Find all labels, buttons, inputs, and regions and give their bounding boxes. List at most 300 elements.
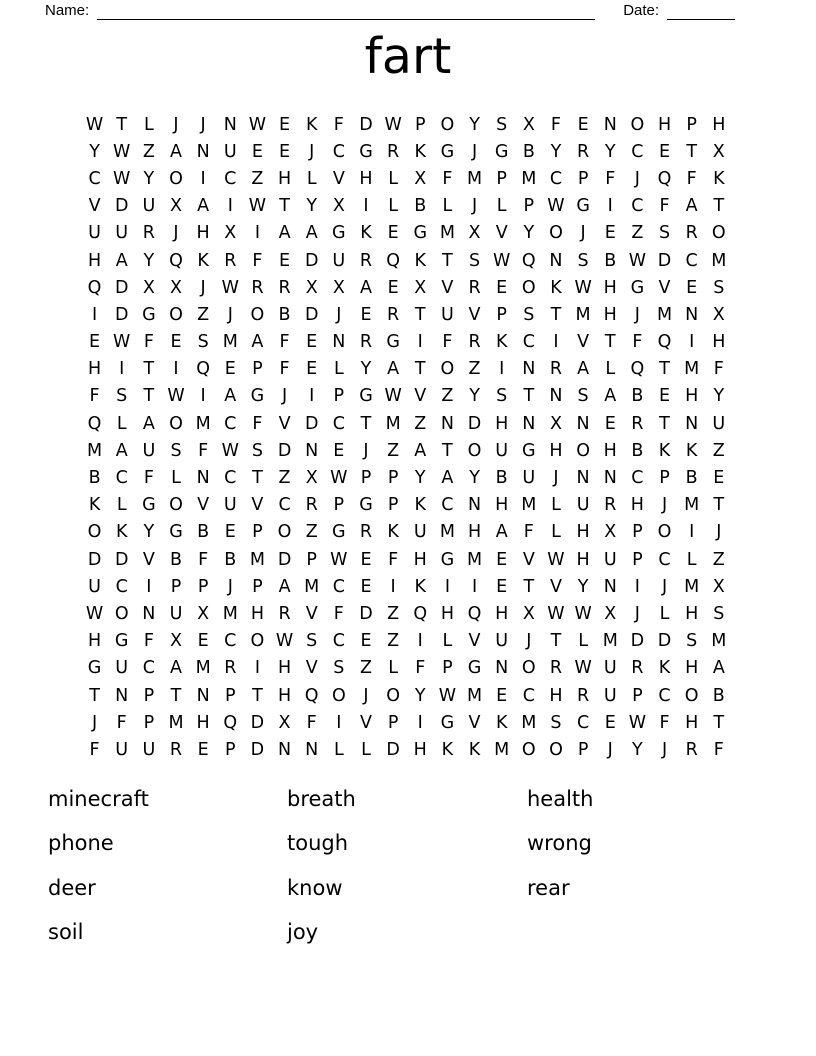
grid-cell-r2c4: A bbox=[170, 141, 182, 162]
grid-cell-r8c19: M bbox=[575, 304, 591, 325]
grid-cell-r17c7: M bbox=[249, 549, 265, 570]
grid-cell-r16c23: I bbox=[689, 522, 695, 543]
grid-cell-r13c2: A bbox=[115, 440, 128, 461]
grid-cell-r11c20: A bbox=[604, 386, 617, 407]
grid-cell-r9c7: A bbox=[251, 332, 264, 353]
grid-cell-r9c11: R bbox=[359, 332, 373, 353]
grid-cell-r23c4: M bbox=[168, 712, 184, 733]
grid-cell-r2c15: J bbox=[471, 141, 478, 162]
grid-cell-r18c19: Y bbox=[577, 576, 589, 597]
grid-cell-r17c18: W bbox=[547, 549, 565, 570]
grid-cell-r15c24: T bbox=[713, 495, 725, 516]
grid-cell-r10c4: I bbox=[173, 359, 179, 380]
grid-cell-r21c16: N bbox=[495, 658, 509, 679]
grid-cell-r22c20: U bbox=[603, 685, 617, 706]
grid-cell-r7c3: X bbox=[142, 277, 155, 298]
grid-cell-r23c5: H bbox=[196, 712, 210, 733]
grid-cell-r14c13: Y bbox=[414, 468, 426, 489]
grid-cell-r3c3: Y bbox=[143, 168, 155, 189]
grid-cell-r5c12: E bbox=[387, 223, 399, 244]
grid-cell-r5c18: O bbox=[549, 223, 563, 244]
grid-cell-r9c8: F bbox=[279, 332, 290, 353]
grid-cell-r7c10: X bbox=[332, 277, 345, 298]
puzzle-title: fart bbox=[364, 28, 452, 85]
grid-cell-r20c6: C bbox=[224, 631, 237, 652]
grid-cell-r11c17: T bbox=[523, 386, 535, 407]
grid-cell-r15c4: O bbox=[169, 495, 183, 516]
grid-cell-r12c10: C bbox=[332, 413, 345, 434]
grid-cell-r14c14: A bbox=[441, 468, 454, 489]
grid-cell-r4c18: W bbox=[547, 196, 565, 217]
grid-cell-r24c14: K bbox=[441, 739, 454, 760]
grid-cell-r20c18: T bbox=[550, 631, 562, 652]
grid-cell-r1c3: L bbox=[143, 114, 154, 135]
grid-cell-r2c7: E bbox=[251, 141, 263, 162]
grid-cell-r14c20: N bbox=[603, 468, 617, 489]
grid-cell-r13c4: S bbox=[170, 440, 182, 461]
grid-cell-r10c16: I bbox=[499, 359, 505, 380]
grid-cell-r22c5: N bbox=[196, 685, 210, 706]
grid-cell-r6c14: T bbox=[442, 250, 453, 271]
grid-cell-r20c24: M bbox=[711, 631, 727, 652]
grid-cell-r23c21: W bbox=[628, 712, 647, 733]
word-list-item: joy bbox=[287, 920, 319, 945]
grid-cell-r24c16: M bbox=[494, 739, 510, 760]
grid-cell-r8c23: N bbox=[685, 304, 699, 325]
grid-cell-r23c8: X bbox=[278, 712, 291, 733]
grid-cell-r22c17: C bbox=[522, 685, 535, 706]
grid-cell-r6c11: R bbox=[359, 250, 373, 271]
grid-cell-r14c4: L bbox=[171, 468, 181, 489]
grid-cell-r8c20: H bbox=[603, 304, 617, 325]
grid-cell-r10c11: Y bbox=[360, 359, 372, 380]
grid-cell-r24c8: N bbox=[278, 739, 292, 760]
grid-cell-r23c23: H bbox=[685, 712, 699, 733]
grid-cell-r20c3: F bbox=[143, 631, 154, 652]
grid-cell-r13c6: W bbox=[221, 440, 239, 461]
grid-cell-r7c7: R bbox=[251, 277, 264, 298]
grid-cell-r5c2: U bbox=[115, 223, 129, 244]
grid-cell-r21c20: U bbox=[603, 658, 617, 679]
grid-cell-r16c5: B bbox=[197, 522, 210, 543]
grid-cell-r3c2: W bbox=[113, 168, 131, 189]
grid-cell-r12c20: E bbox=[604, 413, 616, 434]
grid-cell-r14c15: Y bbox=[469, 468, 480, 489]
grid-cell-r16c11: R bbox=[359, 522, 373, 543]
grid-cell-r23c22: F bbox=[659, 712, 670, 733]
grid-cell-r12c12: M bbox=[385, 413, 401, 434]
grid-cell-r1c6: N bbox=[223, 114, 237, 135]
grid-cell-r10c3: T bbox=[143, 359, 155, 380]
grid-cell-r19c16: H bbox=[495, 603, 509, 624]
grid-cell-r4c19: G bbox=[576, 196, 590, 217]
grid-cell-r16c13: U bbox=[413, 522, 427, 543]
grid-cell-r18c23: M bbox=[684, 576, 700, 597]
grid-cell-r9c18: I bbox=[553, 332, 559, 353]
grid-cell-r17c12: F bbox=[388, 549, 399, 570]
grid-cell-r18c22: J bbox=[661, 576, 668, 597]
grid-cell-r17c1: D bbox=[87, 549, 102, 570]
grid-cell-r12c6: C bbox=[224, 413, 237, 434]
grid-cell-r6c23: C bbox=[685, 250, 698, 271]
grid-cell-r24c13: H bbox=[413, 739, 427, 760]
grid-cell-r10c22: T bbox=[659, 359, 670, 380]
grid-cell-r6c5: K bbox=[197, 250, 209, 271]
grid-cell-r15c8: C bbox=[278, 495, 291, 516]
grid-cell-r16c3: Y bbox=[143, 522, 155, 543]
grid-cell-r21c14: P bbox=[442, 658, 453, 679]
grid-cell-r21c21: R bbox=[631, 658, 644, 679]
grid-cell-r22c13: Y bbox=[414, 685, 426, 706]
grid-cell-r7c23: E bbox=[686, 277, 698, 298]
grid-cell-r12c4: O bbox=[169, 413, 183, 434]
grid-cell-r17c19: H bbox=[576, 549, 590, 570]
grid-cell-r9c16: K bbox=[495, 332, 508, 353]
date-input-line[interactable] bbox=[667, 4, 735, 20]
grid-cell-r2c10: C bbox=[332, 141, 345, 162]
grid-cell-r3c14: F bbox=[442, 168, 453, 189]
grid-cell-r23c9: F bbox=[306, 712, 317, 733]
grid-cell-r7c18: K bbox=[550, 277, 562, 298]
grid-cell-r21c9: V bbox=[305, 658, 318, 679]
grid-cell-r12c3: A bbox=[142, 413, 155, 434]
grid-cell-r11c4: W bbox=[167, 386, 185, 407]
grid-cell-r18c7: P bbox=[252, 576, 263, 597]
grid-cell-r20c1: H bbox=[87, 631, 102, 652]
grid-cell-r2c3: Z bbox=[142, 141, 155, 162]
grid-cell-r13c21: B bbox=[631, 440, 644, 461]
grid-cell-r19c1: W bbox=[85, 603, 104, 624]
grid-cell-r5c11: K bbox=[360, 223, 372, 244]
grid-cell-r10c21: Q bbox=[630, 359, 645, 380]
grid-cell-r20c20: M bbox=[602, 631, 618, 652]
grid-cell-r7c1: Q bbox=[87, 277, 102, 298]
grid-cell-r9c9: E bbox=[306, 332, 318, 353]
grid-cell-r7c14: V bbox=[441, 277, 454, 298]
grid-cell-r24c9: N bbox=[305, 739, 319, 760]
grid-cell-r8c16: P bbox=[496, 304, 507, 325]
grid-cell-r21c3: C bbox=[142, 658, 155, 679]
grid-cell-r15c1: K bbox=[88, 495, 101, 516]
grid-cell-r16c18: L bbox=[551, 522, 561, 543]
grid-cell-r1c18: F bbox=[550, 114, 561, 135]
grid-cell-r16c6: E bbox=[224, 522, 236, 543]
grid-cell-r11c3: T bbox=[143, 386, 155, 407]
word-list-item: know bbox=[287, 875, 343, 900]
grid-cell-r1c22: H bbox=[657, 114, 672, 135]
grid-cell-r24c11: L bbox=[361, 739, 371, 760]
grid-cell-r12c23: N bbox=[685, 413, 699, 434]
grid-cell-r24c3: U bbox=[142, 739, 156, 760]
grid-cell-r16c22: O bbox=[657, 522, 672, 543]
grid-cell-r15c16: H bbox=[495, 495, 509, 516]
grid-cell-r19c21: J bbox=[634, 603, 640, 624]
grid-cell-r7c6: W bbox=[221, 277, 239, 298]
grid-cell-r2c5: N bbox=[196, 141, 210, 162]
grid-cell-r15c19: U bbox=[576, 495, 590, 516]
grid-cell-r11c14: Z bbox=[441, 386, 454, 407]
grid-cell-r21c18: R bbox=[549, 658, 563, 679]
grid-cell-r7c2: D bbox=[114, 277, 129, 298]
grid-cell-r11c15: Y bbox=[469, 386, 480, 407]
grid-cell-r23c7: D bbox=[250, 712, 265, 733]
grid-cell-r21c11: Z bbox=[359, 658, 372, 679]
grid-cell-r9c20: T bbox=[604, 332, 616, 353]
grid-cell-r7c20: H bbox=[603, 277, 617, 298]
grid-cell-r5c19: J bbox=[580, 223, 586, 244]
grid-cell-r13c13: A bbox=[414, 440, 427, 461]
grid-cell-r17c22: C bbox=[658, 549, 671, 570]
grid-cell-r21c7: I bbox=[254, 658, 260, 679]
grid-cell-r8c3: G bbox=[142, 304, 156, 325]
grid-cell-r8c17: S bbox=[523, 304, 535, 325]
grid-cell-r21c17: O bbox=[521, 658, 536, 679]
grid-cell-r9c12: G bbox=[386, 332, 400, 353]
grid-cell-r17c2: D bbox=[114, 549, 129, 570]
grid-cell-r16c7: P bbox=[252, 522, 263, 543]
grid-cell-r16c9: Z bbox=[305, 522, 318, 543]
grid-cell-r3c15: M bbox=[466, 168, 483, 189]
grid-cell-r9c23: I bbox=[689, 332, 695, 353]
grid-cell-r1c21: O bbox=[630, 114, 645, 135]
grid-cell-r19c22: L bbox=[659, 603, 670, 624]
grid-cell-r9c22: Q bbox=[657, 332, 672, 353]
word-list bbox=[48, 777, 768, 955]
grid-cell-r2c17: B bbox=[522, 141, 535, 162]
grid-cell-r24c24: F bbox=[713, 739, 724, 760]
grid-cell-r8c13: T bbox=[414, 304, 426, 325]
grid-cell-r18c12: I bbox=[390, 576, 396, 597]
grid-cell-r14c5: N bbox=[196, 468, 210, 489]
grid-cell-r22c12: O bbox=[386, 685, 400, 706]
grid-cell-r21c4: A bbox=[170, 658, 182, 679]
grid-cell-r6c22: D bbox=[657, 250, 672, 271]
grid-cell-r22c7: T bbox=[252, 685, 263, 706]
grid-cell-r3c21: J bbox=[634, 168, 640, 189]
grid-cell-r12c7: F bbox=[252, 413, 263, 434]
grid-cell-r5c9: A bbox=[305, 223, 318, 244]
grid-cell-r14c2: C bbox=[115, 468, 128, 489]
grid-cell-r15c10: P bbox=[333, 495, 345, 516]
grid-cell-r22c2: N bbox=[115, 685, 129, 706]
grid-cell-r5c20: E bbox=[604, 223, 616, 244]
grid-cell-r17c17: V bbox=[522, 549, 535, 570]
grid-cell-r24c7: D bbox=[250, 739, 265, 760]
grid-cell-r2c6: U bbox=[223, 141, 237, 162]
grid-cell-r10c8: F bbox=[279, 359, 290, 380]
grid-cell-r16c12: K bbox=[387, 522, 399, 543]
grid-cell-r3c13: X bbox=[414, 168, 427, 189]
grid-cell-r20c14: L bbox=[442, 631, 453, 652]
grid-cell-r12c22: T bbox=[659, 413, 670, 434]
grid-cell-r11c5: I bbox=[200, 386, 206, 407]
grid-cell-r6c3: Y bbox=[143, 250, 155, 271]
grid-cell-r10c24: F bbox=[713, 359, 724, 380]
grid-cell-r18c20: N bbox=[603, 576, 617, 597]
grid-cell-r13c9: N bbox=[305, 440, 319, 461]
grid-cell-r24c1: F bbox=[89, 739, 100, 760]
grid-cell-r21c10: S bbox=[333, 658, 345, 679]
grid-cell-r5c4: J bbox=[173, 223, 179, 244]
grid-cell-r12c15: D bbox=[467, 413, 482, 434]
grid-cell-r10c7: P bbox=[252, 359, 263, 380]
word-list-column-3 bbox=[527, 777, 768, 910]
grid-cell-r2c9: J bbox=[309, 141, 315, 162]
grid-cell-r3c4: O bbox=[169, 168, 183, 189]
grid-cell-r16c2: K bbox=[115, 522, 128, 543]
grid-cell-r7c17: O bbox=[521, 277, 536, 298]
word-list-item: phone bbox=[48, 831, 114, 856]
grid-cell-r19c6: M bbox=[222, 603, 238, 624]
grid-cell-r5c15: X bbox=[468, 223, 481, 244]
grid-cell-r8c15: V bbox=[468, 304, 481, 325]
grid-cell-r1c15: Y bbox=[469, 114, 480, 135]
grid-cell-r15c13: K bbox=[414, 495, 426, 516]
grid-cell-r11c19: S bbox=[577, 386, 589, 407]
word-list-item: minecraft bbox=[48, 787, 149, 811]
grid-cell-r21c22: K bbox=[658, 658, 671, 679]
grid-cell-r16c16: A bbox=[495, 522, 508, 543]
grid-cell-r17c6: B bbox=[224, 549, 237, 570]
grid-cell-r1c16: S bbox=[496, 114, 508, 135]
grid-cell-r1c11: D bbox=[359, 114, 373, 135]
grid-cell-r3c7: Z bbox=[251, 168, 264, 189]
grid-cell-r19c8: R bbox=[278, 603, 291, 624]
grid-cell-r12c8: V bbox=[278, 413, 291, 434]
grid-cell-r6c24: M bbox=[711, 250, 727, 271]
grid-cell-r4c17: P bbox=[523, 196, 535, 217]
grid-cell-r22c4: T bbox=[170, 685, 182, 706]
grid-cell-r12c21: R bbox=[631, 413, 644, 434]
grid-cell-r6c16: W bbox=[493, 250, 511, 271]
grid-cell-r6c18: N bbox=[549, 250, 563, 271]
grid-cell-r14c7: T bbox=[252, 468, 263, 489]
grid-cell-r11c1: F bbox=[89, 386, 100, 407]
grid-cell-r24c21: Y bbox=[632, 739, 643, 760]
grid-cell-r14c24: E bbox=[713, 468, 725, 489]
grid-cell-r20c16: U bbox=[495, 631, 509, 652]
grid-cell-r13c10: E bbox=[333, 440, 345, 461]
grid-cell-r8c24: X bbox=[712, 304, 725, 325]
grid-cell-r2c2: W bbox=[113, 141, 131, 162]
grid-cell-r11c23: H bbox=[685, 386, 699, 407]
grid-cell-r16c24: J bbox=[716, 522, 722, 543]
word-list-column-1 bbox=[48, 777, 287, 955]
grid-cell-r22c18: H bbox=[549, 685, 563, 706]
grid-cell-r7c13: X bbox=[414, 277, 427, 298]
grid-cell-r4c4: X bbox=[169, 196, 182, 217]
grid-cell-r3c8: H bbox=[277, 168, 292, 189]
grid-cell-r19c23: H bbox=[685, 603, 699, 624]
grid-cell-r12c19: N bbox=[576, 413, 590, 434]
grid-cell-r10c9: E bbox=[306, 359, 318, 380]
grid-cell-r7c21: G bbox=[630, 277, 645, 298]
grid-cell-r4c9: Y bbox=[306, 196, 318, 217]
grid-cell-r11c16: S bbox=[496, 386, 508, 407]
grid-cell-r10c18: R bbox=[549, 359, 563, 380]
grid-cell-r23c24: T bbox=[713, 712, 725, 733]
grid-cell-r3c18: C bbox=[549, 168, 563, 189]
grid-cell-r6c9: D bbox=[304, 250, 319, 271]
grid-cell-r7c4: X bbox=[169, 277, 182, 298]
grid-cell-r4c13: B bbox=[414, 196, 427, 217]
grid-cell-r13c14: T bbox=[442, 440, 453, 461]
grid-cell-r9c14: F bbox=[442, 332, 453, 353]
grid-cell-r9c1: E bbox=[89, 332, 101, 353]
grid-cell-r2c21: C bbox=[631, 141, 644, 162]
grid-cell-r19c2: O bbox=[114, 603, 129, 624]
grid-cell-r13c18: H bbox=[549, 440, 563, 461]
grid-cell-r5c16: V bbox=[495, 223, 508, 244]
grid-cell-r20c9: S bbox=[306, 631, 318, 652]
grid-cell-r3c16: P bbox=[496, 168, 507, 189]
grid-cell-r23c10: I bbox=[336, 712, 342, 733]
grid-cell-r18c9: M bbox=[304, 576, 320, 597]
grid-cell-r17c21: P bbox=[632, 549, 643, 570]
grid-cell-r23c3: P bbox=[143, 712, 155, 733]
grid-cell-r9c19: V bbox=[577, 332, 590, 353]
grid-cell-r22c16: E bbox=[496, 685, 508, 706]
grid-cell-r15c12: P bbox=[387, 495, 399, 516]
name-input-line[interactable] bbox=[97, 4, 595, 20]
grid-cell-r16c14: M bbox=[439, 522, 455, 543]
grid-cell-r17c9: P bbox=[306, 549, 317, 570]
grid-cell-r22c15: M bbox=[466, 685, 483, 706]
grid-cell-r18c16: E bbox=[496, 576, 508, 597]
grid-cell-r20c10: C bbox=[332, 631, 345, 652]
grid-cell-r5c24: O bbox=[711, 223, 726, 244]
grid-cell-r4c12: L bbox=[388, 196, 398, 217]
grid-cell-r18c14: I bbox=[444, 576, 450, 597]
grid-cell-r23c13: I bbox=[417, 712, 423, 733]
grid-cell-r18c18: V bbox=[549, 576, 562, 597]
grid-cell-r24c5: E bbox=[197, 739, 209, 760]
grid-cell-r17c3: V bbox=[142, 549, 155, 570]
grid-cell-r21c2: U bbox=[115, 658, 129, 679]
grid-cell-r3c1: C bbox=[88, 168, 101, 189]
grid-cell-r24c15: K bbox=[468, 739, 481, 760]
grid-cell-r23c17: M bbox=[521, 712, 537, 733]
grid-cell-r22c10: O bbox=[331, 685, 346, 706]
grid-cell-r13c12: Z bbox=[387, 440, 400, 461]
grid-cell-r24c2: U bbox=[115, 739, 129, 760]
grid-cell-r20c19: L bbox=[578, 631, 588, 652]
grid-cell-r7c19: W bbox=[574, 277, 592, 298]
grid-cell-r13c8: D bbox=[277, 440, 292, 461]
grid-cell-r10c1: H bbox=[87, 359, 102, 380]
grid-cell-r22c23: O bbox=[684, 685, 699, 706]
grid-cell-r17c10: W bbox=[330, 549, 348, 570]
grid-cell-r15c14: C bbox=[441, 495, 454, 516]
grid-cell-r14c21: C bbox=[631, 468, 644, 489]
grid-cell-r15c15: N bbox=[467, 495, 482, 516]
grid-cell-r12c9: D bbox=[304, 413, 319, 434]
grid-cell-r17c8: D bbox=[277, 549, 292, 570]
grid-cell-r20c15: V bbox=[468, 631, 481, 652]
grid-cell-r16c15: H bbox=[467, 522, 482, 543]
grid-cell-r14c18: J bbox=[553, 468, 559, 489]
grid-cell-r16c19: H bbox=[576, 522, 590, 543]
grid-cell-r6c19: S bbox=[577, 250, 589, 271]
grid-cell-r4c11: I bbox=[363, 196, 369, 217]
grid-cell-r22c24: B bbox=[712, 685, 725, 706]
grid-cell-r23c1: J bbox=[91, 712, 98, 733]
grid-cell-r5c7: I bbox=[254, 223, 260, 244]
grid-cell-r3c24: K bbox=[713, 168, 725, 189]
grid-cell-r2c20: Y bbox=[604, 141, 616, 162]
grid-cell-r4c7: W bbox=[248, 196, 267, 217]
grid-cell-r19c18: W bbox=[547, 603, 565, 624]
